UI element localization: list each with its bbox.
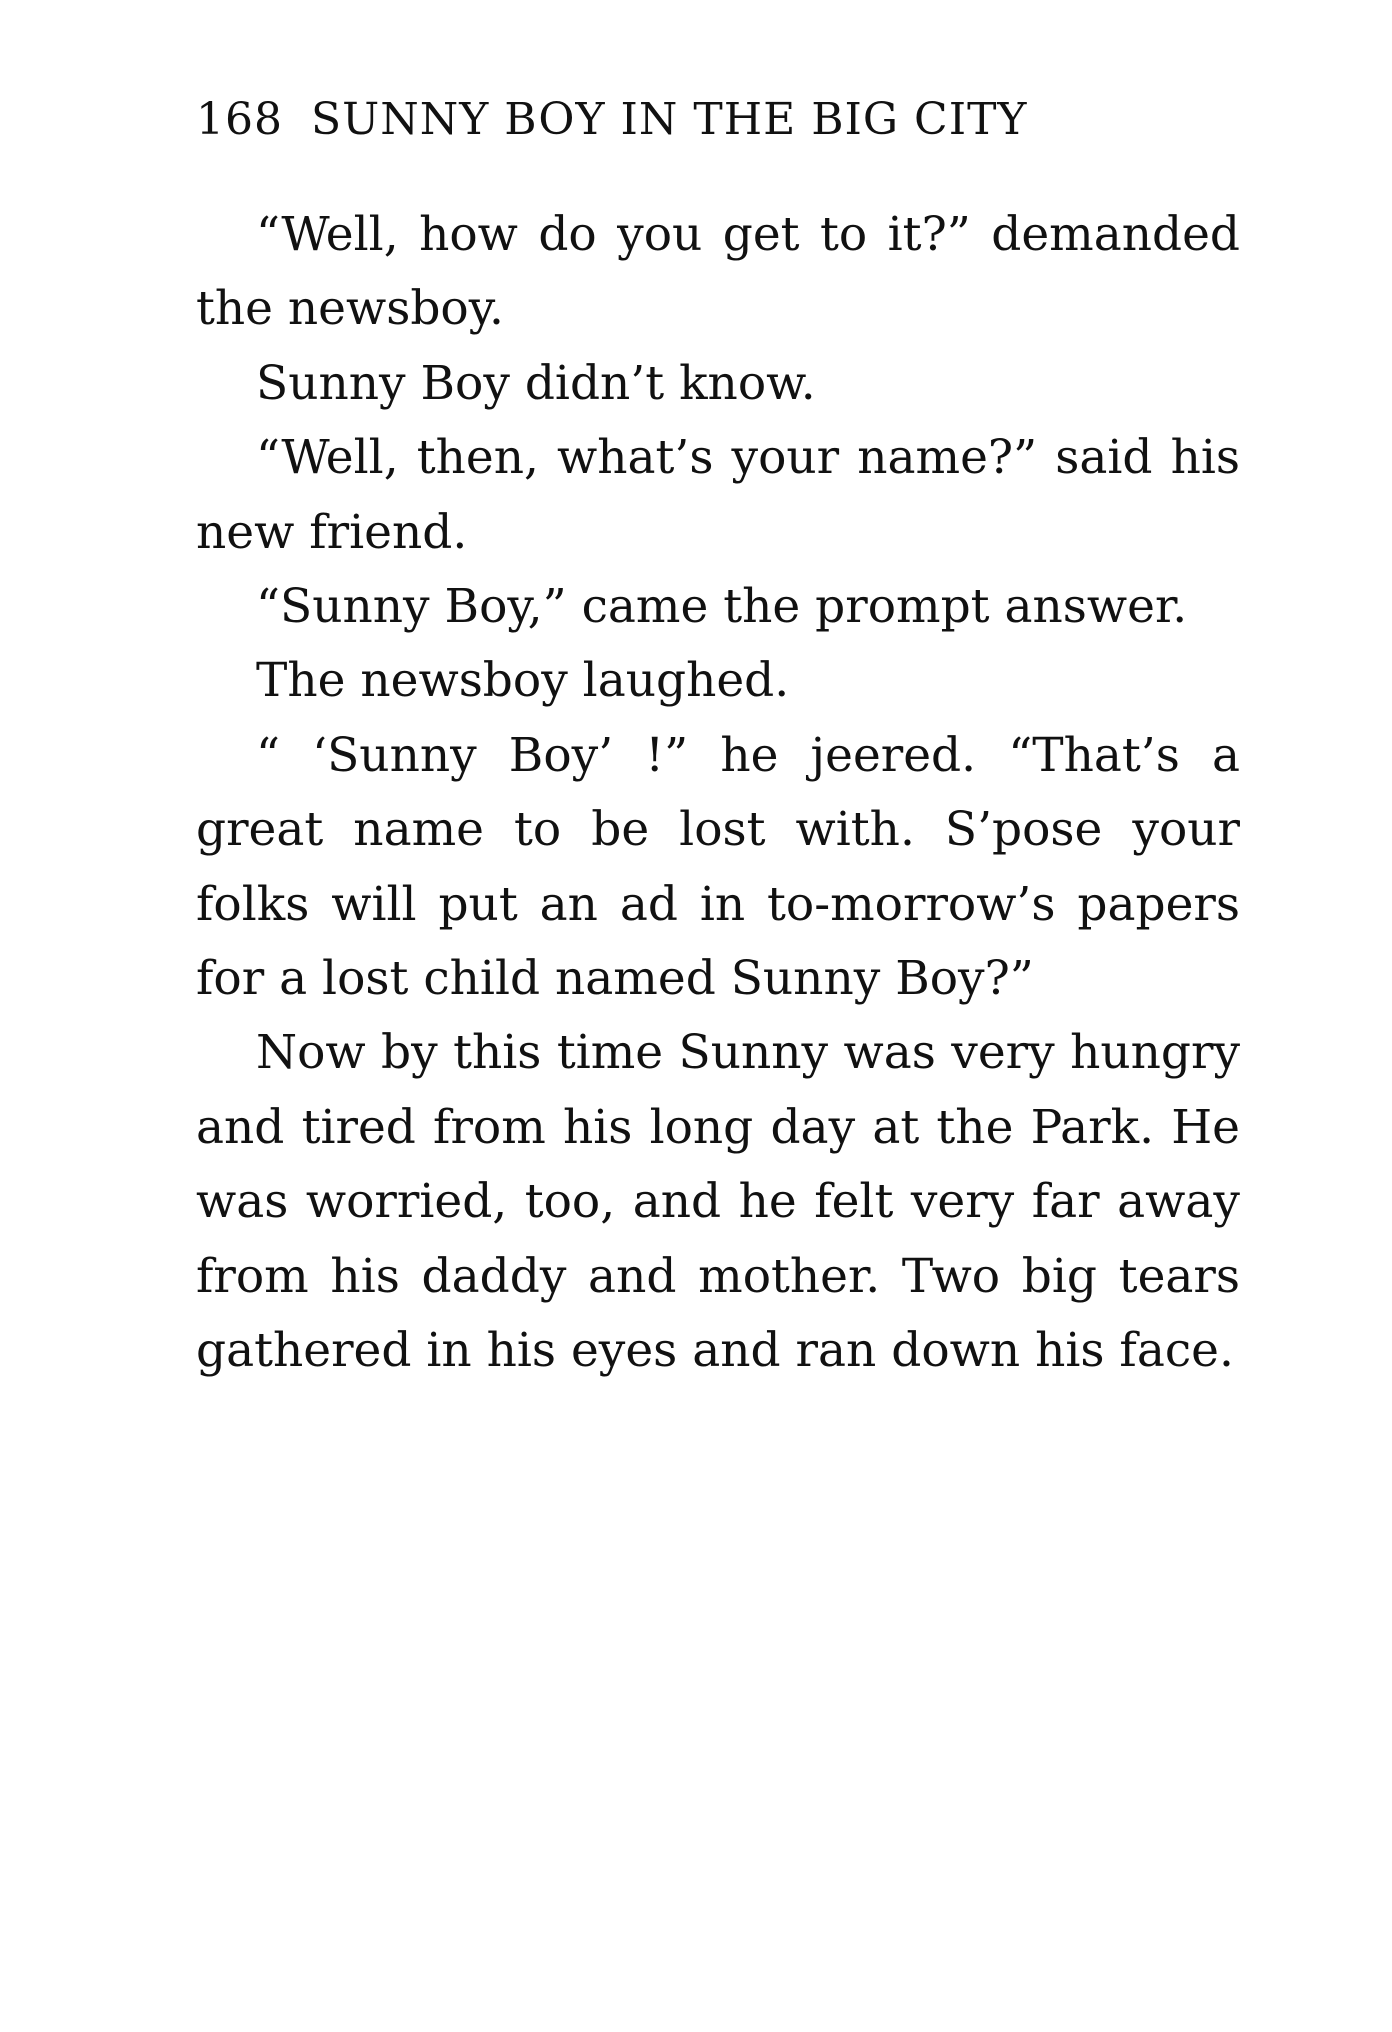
page-number: 168: [196, 94, 283, 145]
paragraph: “ ‘Sunny Boy’ !” he jeered. “That’s a great name to be lost with. S’pose your folks will put an ad in to-morrow’s papers for a lost child named Sunny Boy?”: [196, 727, 1240, 1007]
body-text: [196, 198, 1240, 1389]
paragraph: Now by this time Sunny was very hungry and tired from his long day at the Park. He was worried, too, and he felt very far away from his daddy and mother. Two big tears gathered in his eyes and ran down his face.: [196, 1025, 1240, 1379]
running-title: SUNNY BOY IN THE BIG CITY: [310, 94, 1028, 145]
paragraph: “Well, how do you get to it?” demanded the newsboy.: [196, 207, 1240, 337]
paragraph: “Well, then, what’s your name?” said his new friend.: [196, 430, 1240, 560]
running-header: [196, 92, 1196, 148]
paragraph: “Sunny Boy,” came the prompt answer.: [256, 579, 1188, 635]
paragraph: Sunny Boy didn’t know.: [256, 355, 816, 411]
paragraph: The newsboy laughed.: [256, 653, 790, 709]
